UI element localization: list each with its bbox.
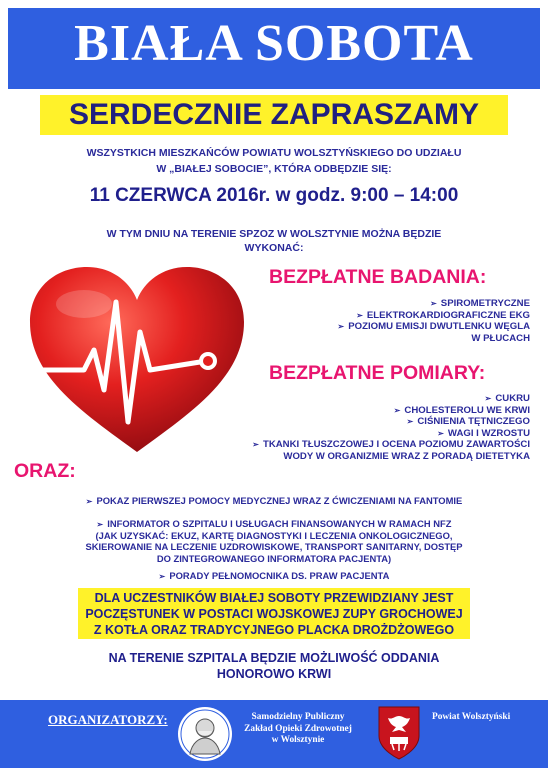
oraz-item-3: ➢ PORADY PEŁNOMOCNIKA DS. PRAW PACJENTA: [158, 570, 390, 581]
intro-line-1: WSZYSTKICH MIESZKAŃCÓW POWIATU WOLSZTYŃSKIEGO DO UDZIAŁU: [86, 147, 462, 159]
list-item: ➢ POZIOMU EMISJI DWUTLENKU WĘGLA: [337, 321, 530, 332]
day-info-line-1: W TYM DNIU NA TERENIE SPZOZ W WOLSZTYNIE MOŻNA BĘDZIE: [106, 228, 442, 240]
list-item: ➢ CIŚNIENIA TĘTNICZEGO: [406, 416, 530, 427]
list-item: W PŁUCACH: [471, 332, 530, 344]
refreshment-line-2: POCZĘSTUNEK W POSTACI WOJSKOWEJ ZUPY GROCHOWEJ: [85, 607, 463, 621]
list-item: ➢ TKANKI TŁUSZCZOWEJ I OCENA POZIOMU ZAWARTOŚCI: [252, 439, 530, 450]
page-title: BIAŁA SOBOTA: [74, 15, 474, 72]
day-info-line-2: WYKONAĆ:: [244, 242, 304, 254]
blood-line-1: NA TERENIE SZPITALA BĘDZIE MOŻLIWOŚĆ ODDANIA: [108, 651, 440, 665]
org2-label: Powiat Wolsztyński: [432, 712, 511, 722]
list-item: ➢ ELEKTROKARDIOGRAFICZNE EKG: [356, 309, 530, 321]
oraz-heading: ORAZ:: [14, 460, 76, 482]
oraz-item-2: ➢ INFORMATOR O SZPITALU I USŁUGACH FINANSOWANYCH W RAMACH NFZ (JAK UZYSKAĆ: EKUZ, KARTĘ DIAGNOSTYKI I LECZENIA ONKOLOGICZNEGO, SKIEROWANIE NA LECZENIE UZDROWISKOWE, TRANSPORT SANITARNY, DOSTĘP DO ZINTEGROWANEGO INFORMATORA PACJENTA): [85, 518, 463, 564]
list-item: ➢ WAGI I WZROSTU: [437, 427, 530, 439]
eagle-coat-of-arms-icon: [376, 704, 422, 762]
oraz-item-1: ➢ POKAZ PIERWSZEJ POMOCY MEDYCZNEJ WRAZ Z ĆWICZENIAMI NA FANTOMIE: [85, 495, 463, 506]
list-item: WODY W ORGANIZMIE WRAZ Z PORADĄ DIETETYKA: [283, 450, 530, 462]
list-item: ➢ SPIROMETRYCZNE: [430, 298, 530, 309]
refreshment-line-3: Z KOTŁA ORAZ TRADYCYJNEGO PLACKA DROŻDŻOWEGO: [93, 623, 455, 637]
badania-heading: BEZPŁATNE BADANIA:: [269, 266, 487, 288]
founder-medallion-icon: [176, 704, 234, 764]
pomiary-list: [252, 393, 530, 462]
event-date: 11 CZERWCA 2016r. w godz. 9:00 – 14:00: [89, 185, 459, 206]
list-item: ➢ CUKRU: [484, 393, 530, 404]
pomiary-heading: BEZPŁATNE POMIARY:: [269, 362, 486, 384]
badania-list: [338, 298, 530, 344]
list-item: ➢ CHOLESTEROLU WE KRWI: [393, 404, 530, 416]
blood-line-2: HONOROWO KRWI: [216, 667, 332, 681]
header-banner: [8, 8, 540, 89]
refreshment-line-1: DLA UCZESTNIKÓW BIAŁEJ SOBOTY PRZEWIDZIANY JEST: [94, 591, 454, 605]
heart-ecg-icon: [22, 262, 252, 462]
invitation-banner: SERDECZNIE ZAPRASZAMY: [40, 95, 508, 135]
organizers-label: ORGANIZATORZY:: [48, 712, 168, 727]
org1-label: Samodzielny Publiczny Zakład Opieki Zdrowotnej w Wolsztynie: [244, 712, 352, 745]
intro-line-2: W „BIAŁEJ SOBOCIE”, KTÓRA ODBĘDZIE SIĘ:: [156, 163, 392, 175]
